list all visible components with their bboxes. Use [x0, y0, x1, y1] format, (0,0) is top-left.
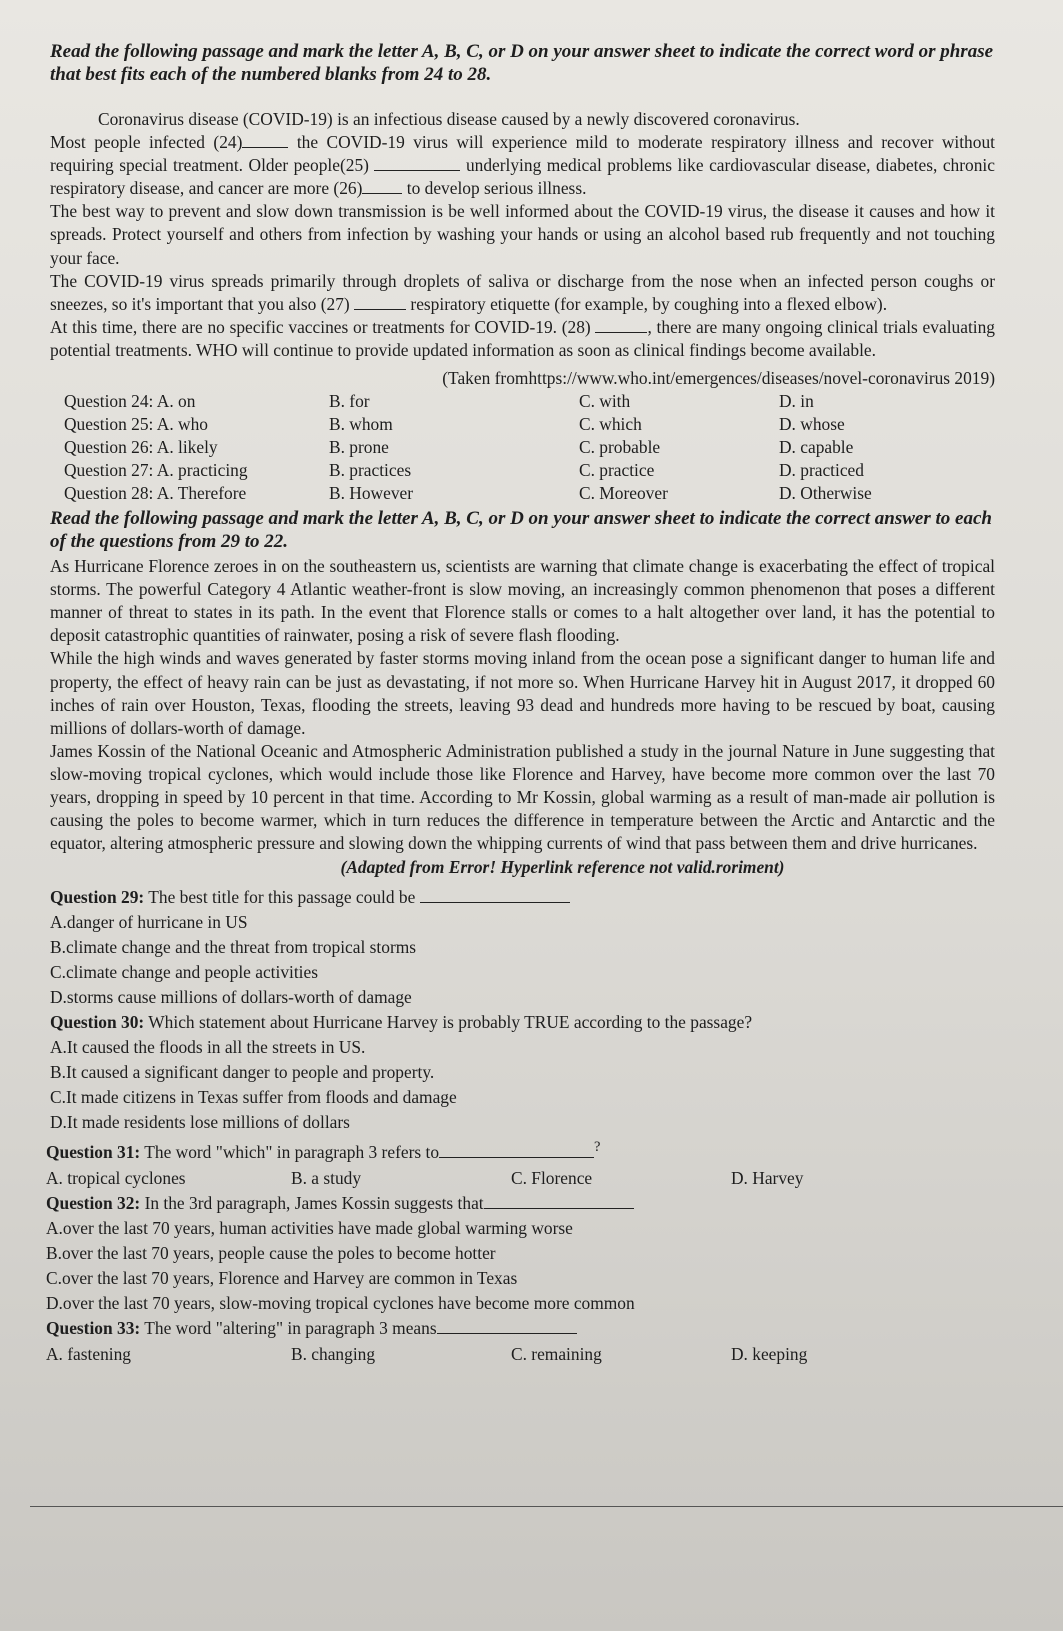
question-label: Question 31: — [46, 1142, 141, 1163]
options-row — [46, 1165, 995, 1191]
text: At this time, there are no specific vaccines or treatments for COVID-19. (28) — [50, 316, 591, 337]
option-a[interactable] — [64, 459, 329, 482]
question-27 — [50, 459, 995, 482]
question-label: Question 28: — [64, 483, 154, 504]
answer-blank — [420, 902, 570, 903]
blank-26 — [362, 193, 402, 194]
answer-blank — [439, 1157, 594, 1158]
option-b[interactable]: B. whom — [329, 414, 393, 435]
question-label: Question 27: — [64, 460, 154, 481]
question-33 — [46, 1316, 995, 1367]
passage-1-para-3: The best way to prevent and slow down transmission is be well informed about the COVID-19 virus, the disease it causes and how it spreads. Protect yourself and others from infection by washing your hands or using an alcohol based rub frequently and not touching your face. — [50, 201, 995, 268]
option-d[interactable]: D.storms cause millions of dollars-worth of damage — [50, 987, 412, 1008]
option-d[interactable]: D.It made residents lose millions of dollars — [50, 1112, 350, 1133]
passage-2-para-3: James Kossin of the National Oceanic and Atmospheric Administration published a study in the journal Nature in June suggesting that slow-moving tropical cyclones, which would include those like Florence and Harvey, have become more common over the last 70 years, dropping in speed by 10 percent in that time. According to Mr Kossin, global warming as a result of man-made air pollution is causing the poles to become warmer, which in turn reduces the difference in temperature between the Arctic and Antarctic and the equator, altering atmospheric pressure and slowing down the whipping currents of wind that pass between them and drive hurricanes. — [50, 740, 995, 854]
question-label: Question 26: — [64, 437, 154, 458]
question-label: Question 29: — [50, 887, 145, 908]
question-label: Question 33: — [46, 1318, 141, 1339]
option-c[interactable]: C.It made citizens in Texas suffer from floods and damage — [50, 1087, 457, 1108]
options-row — [46, 1341, 995, 1367]
option-a[interactable]: A.over the last 70 years, human activities have made global warming worse — [46, 1218, 573, 1239]
option-b[interactable]: B.over the last 70 years, people cause the poles to become hotter — [46, 1243, 496, 1264]
question-26 — [50, 436, 995, 459]
question-label: Question 30: — [50, 1012, 145, 1033]
question-mark: ? — [594, 1139, 601, 1156]
question-text: Which statement about Hurricane Harvey is probably TRUE according to the passage? — [144, 1012, 753, 1033]
question-30 — [50, 1010, 995, 1135]
question-text: In the 3rd paragraph, James Kossin suggests that — [140, 1193, 484, 1214]
option-a[interactable]: A. tropical cyclones — [46, 1168, 186, 1189]
question-31-stem — [46, 1135, 995, 1165]
option-a[interactable]: A.It caused the floods in all the streets in US. — [50, 1037, 366, 1058]
option-a[interactable] — [64, 482, 329, 505]
option-d[interactable]: D. whose — [779, 414, 845, 435]
question-30-stem — [50, 1010, 995, 1035]
option-c[interactable]: C.climate change and people activities — [50, 962, 319, 983]
option-text: A. who — [156, 414, 208, 435]
bottom-rule — [30, 1506, 1063, 1507]
source-2: (Adapted from Error! Hyperlink reference not valid.roriment) — [340, 857, 785, 878]
option-b[interactable]: B. However — [329, 483, 414, 504]
question-label: Question 32: — [46, 1193, 141, 1214]
question-label: Question 24: — [64, 391, 154, 412]
option-d[interactable]: D. in — [779, 391, 814, 412]
source-1: (Taken fromhttps://www.who.int/emergences/diseases/novel-coronavirus 2019) — [442, 368, 995, 389]
option-a[interactable] — [64, 413, 329, 436]
question-28 — [50, 482, 995, 505]
option-b[interactable]: B. for — [329, 391, 370, 412]
option-b[interactable]: B. a study — [291, 1168, 362, 1189]
option-text: A. on — [156, 391, 196, 412]
question-label: Question 25: — [64, 414, 154, 435]
passage-1-para-4 — [50, 270, 995, 316]
passage-2-para-2: While the high winds and waves generated by faster storms moving inland from the ocean pose a significant danger to human life and property, the effect of heavy rain can be just as devastating, if not more so. When Hurricane Harvey hit in August 2017, it dropped 60 inches of rain over Houston, Texas, flooding the streets, leaving 93 dead and hundreds more having to be rescued by boat, causing millions of dollars-worth of damage. — [50, 648, 995, 738]
option-b[interactable]: B.climate change and the threat from tropical storms — [50, 937, 417, 958]
option-d[interactable]: D.over the last 70 years, slow-moving tropical cyclones have become more common — [46, 1293, 635, 1314]
text: to develop serious illness. — [406, 178, 587, 199]
option-d[interactable]: D. practiced — [779, 460, 864, 481]
question-text: The word "altering" in paragraph 3 means — [140, 1318, 437, 1339]
question-33-stem — [46, 1316, 995, 1341]
blank-28 — [595, 332, 647, 333]
text: underlying medical problems like cardiovascular disease, diabetes, chronic respiratory disease, and cancer are more (26) — [50, 155, 995, 199]
option-b[interactable]: B. prone — [329, 437, 389, 458]
option-c[interactable]: C. which — [579, 414, 642, 435]
answer-blank — [484, 1208, 634, 1209]
option-c[interactable]: C. Florence — [511, 1168, 593, 1189]
question-31 — [46, 1135, 995, 1191]
question-32-stem — [46, 1191, 995, 1216]
instruction-1: Read the following passage and mark the letter A, B, C, or D on your answer sheet to indicate the correct word or phrase that best fits each of the numbered blanks from 24 to 28. — [50, 41, 994, 85]
questions-24-28 — [50, 390, 995, 505]
passage-1-para-2 — [50, 131, 995, 200]
option-text: A. likely — [156, 437, 218, 458]
option-a[interactable] — [64, 390, 329, 413]
option-c[interactable]: C. practice — [579, 460, 655, 481]
blank-27 — [354, 309, 406, 310]
text: The COVID-19 virus spreads primarily through droplets of saliva or discharge from the nose when an infected person coughs or sneezes, so it's important that you also (27) — [50, 270, 995, 314]
text: the COVID-19 virus will experience mild to moderate respiratory illness and recover without requiring special treatment. Older people(25) — [50, 132, 995, 176]
passage-1 — [50, 108, 995, 390]
blank-24 — [242, 147, 288, 148]
passage-2 — [50, 555, 995, 879]
answer-blank — [437, 1333, 577, 1334]
text: respiratory etiquette (for example, by coughing into a flexed elbow). — [410, 293, 888, 314]
instruction-2: Read the following passage and mark the letter A, B, C, or D on your answer sheet to indicate the correct answer to each of the questions from 29 to 22. — [50, 508, 992, 553]
option-d[interactable]: D. keeping — [731, 1344, 808, 1365]
option-b[interactable]: B. changing — [291, 1344, 376, 1365]
option-d[interactable]: D. Otherwise — [779, 483, 872, 504]
option-b[interactable]: B.It caused a significant danger to people and property. — [50, 1062, 435, 1083]
option-c[interactable]: C. with — [579, 391, 631, 412]
text: Most people infected (24) — [50, 132, 243, 153]
option-a[interactable]: A. fastening — [46, 1344, 132, 1365]
option-a[interactable] — [64, 436, 329, 459]
option-d[interactable]: D. Harvey — [731, 1168, 804, 1189]
question-text: The word "which" in paragraph 3 refers to — [140, 1142, 440, 1163]
option-c[interactable]: C. Moreover — [579, 483, 668, 504]
blank-25 — [374, 170, 460, 171]
passage-1-para-1: Coronavirus disease (COVID-19) is an infectious disease caused by a newly discovered coronavirus. — [98, 109, 800, 129]
option-a[interactable]: A.danger of hurricane in US — [50, 912, 248, 933]
option-b[interactable]: B. practices — [329, 460, 412, 481]
option-c[interactable]: C. probable — [579, 437, 661, 458]
option-c[interactable]: C.over the last 70 years, Florence and Harvey are common in Texas — [46, 1268, 518, 1289]
passage-2-para-1: As Hurricane Florence zeroes in on the southeastern us, scientists are warning that climate change is exacerbating the effect of tropical storms. The powerful Category 4 Atlantic weather-front is slow moving, an increasingly common phenomenon that poses a different manner of threat to states in its path. In the event that Florence stalls or comes to a halt altogether over land, it has the potential to deposit catastrophic quantities of rainwater, posing a risk of severe flash flooding. — [50, 556, 995, 646]
question-24 — [50, 390, 995, 413]
question-25 — [50, 413, 995, 436]
text: , there are many ongoing clinical trials evaluating potential treatments. WHO will continue to provide updated information as soon as clinical findings become available. — [50, 316, 995, 360]
option-text: A. Therefore — [156, 483, 247, 504]
option-c[interactable]: C. remaining — [511, 1344, 602, 1365]
question-32 — [46, 1191, 995, 1316]
question-29 — [50, 885, 995, 1010]
question-text: The best title for this passage could be — [144, 887, 416, 908]
option-d[interactable]: D. capable — [779, 437, 854, 458]
option-text: A. practicing — [156, 460, 248, 481]
passage-1-para-5 — [50, 316, 995, 362]
question-29-stem — [50, 885, 995, 910]
